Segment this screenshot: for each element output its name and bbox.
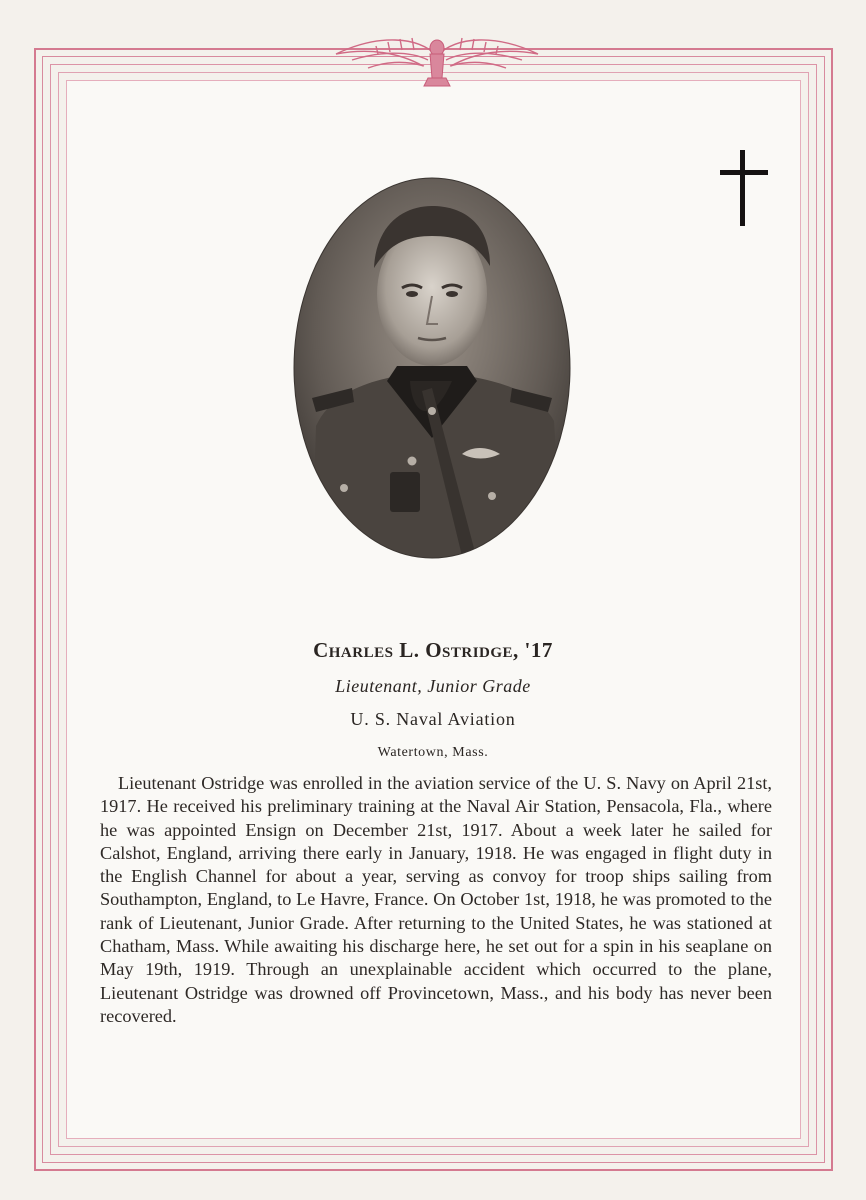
hometown: Watertown, Mass. [377,745,489,760]
rank-subtitle: Lieutenant, Junior Grade [335,676,531,696]
oval-portrait-photo [292,176,572,560]
latin-cross-icon [718,148,772,228]
person-name: Charles L. Ostridge, '17 [313,638,553,662]
biography-paragraph: Lieutenant Ostridge was enrolled in the aviation service of the U. S. Navy on April 21st, 1917. He received his preliminary training at the Naval Air Station, Pensacola, Fla., where he was appointed Ensign on December 21st, 1917. About a week later he sailed for Calshot, England, arriving there early in January, 1918. He was engaged in flight duty in the English Channel for about a year, serving as convoy for troop ships sailing from Southampton, England, to Le Havre, France. On October 1st, 1918, he was promoted to the rank of Lieutenant, Junior Grade. After returning to the United States, he was stationed at Chatham, Mass. While awaiting his discharge here, he set out for a spin in his seaplane on May 19th, 1919. Through an unexplainable accident which occurred to the plane, Lieutenant Ostridge was drowned off Provincetown, Mass., and his body has never been recovered. [100,773,772,1026]
service-branch: U. S. Naval Aviation [350,709,516,729]
eagle-emblem-icon [328,26,546,88]
